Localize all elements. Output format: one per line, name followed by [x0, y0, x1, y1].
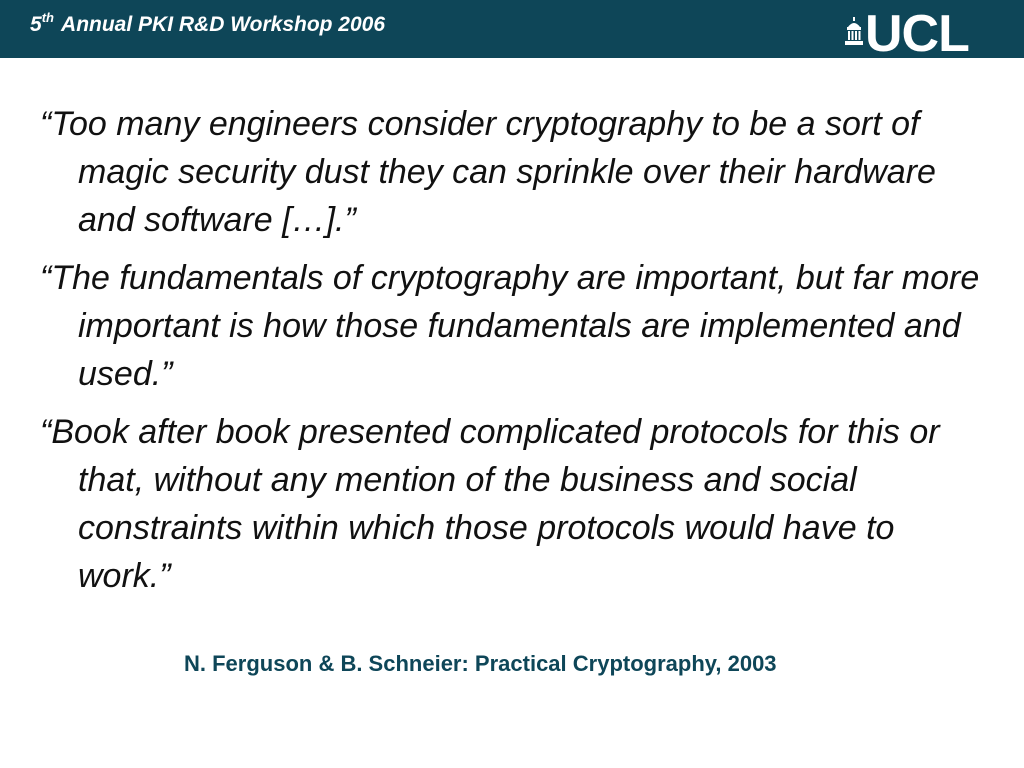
- title-superscript: th: [41, 10, 54, 25]
- quote-item: “Book after book presented complicated protocols for this or that, without any mention of the business and social constraints within which those protocols would have to work.”: [40, 413, 940, 595]
- quote-item: “Too many engineers consider cryptography to be a sort of magic security dust they can sprinkle over their hardware and software […].”: [40, 105, 936, 239]
- quote-item: “The fundamentals of cryptography are important, but far more important is how those fundamentals are implemented and used.”: [40, 259, 980, 393]
- header-bar: [0, 0, 1024, 63]
- header-title: [30, 12, 385, 38]
- citation: N. Ferguson & B. Schneier: Practical Cryptography, 2003: [184, 651, 777, 676]
- logo-text: UCL: [865, 5, 969, 63]
- quotes-list: [40, 100, 990, 610]
- building-dome-icon: [845, 17, 863, 47]
- title-rest: Annual PKI R&D Workshop 2006: [55, 13, 386, 36]
- title-number: 5: [30, 13, 42, 36]
